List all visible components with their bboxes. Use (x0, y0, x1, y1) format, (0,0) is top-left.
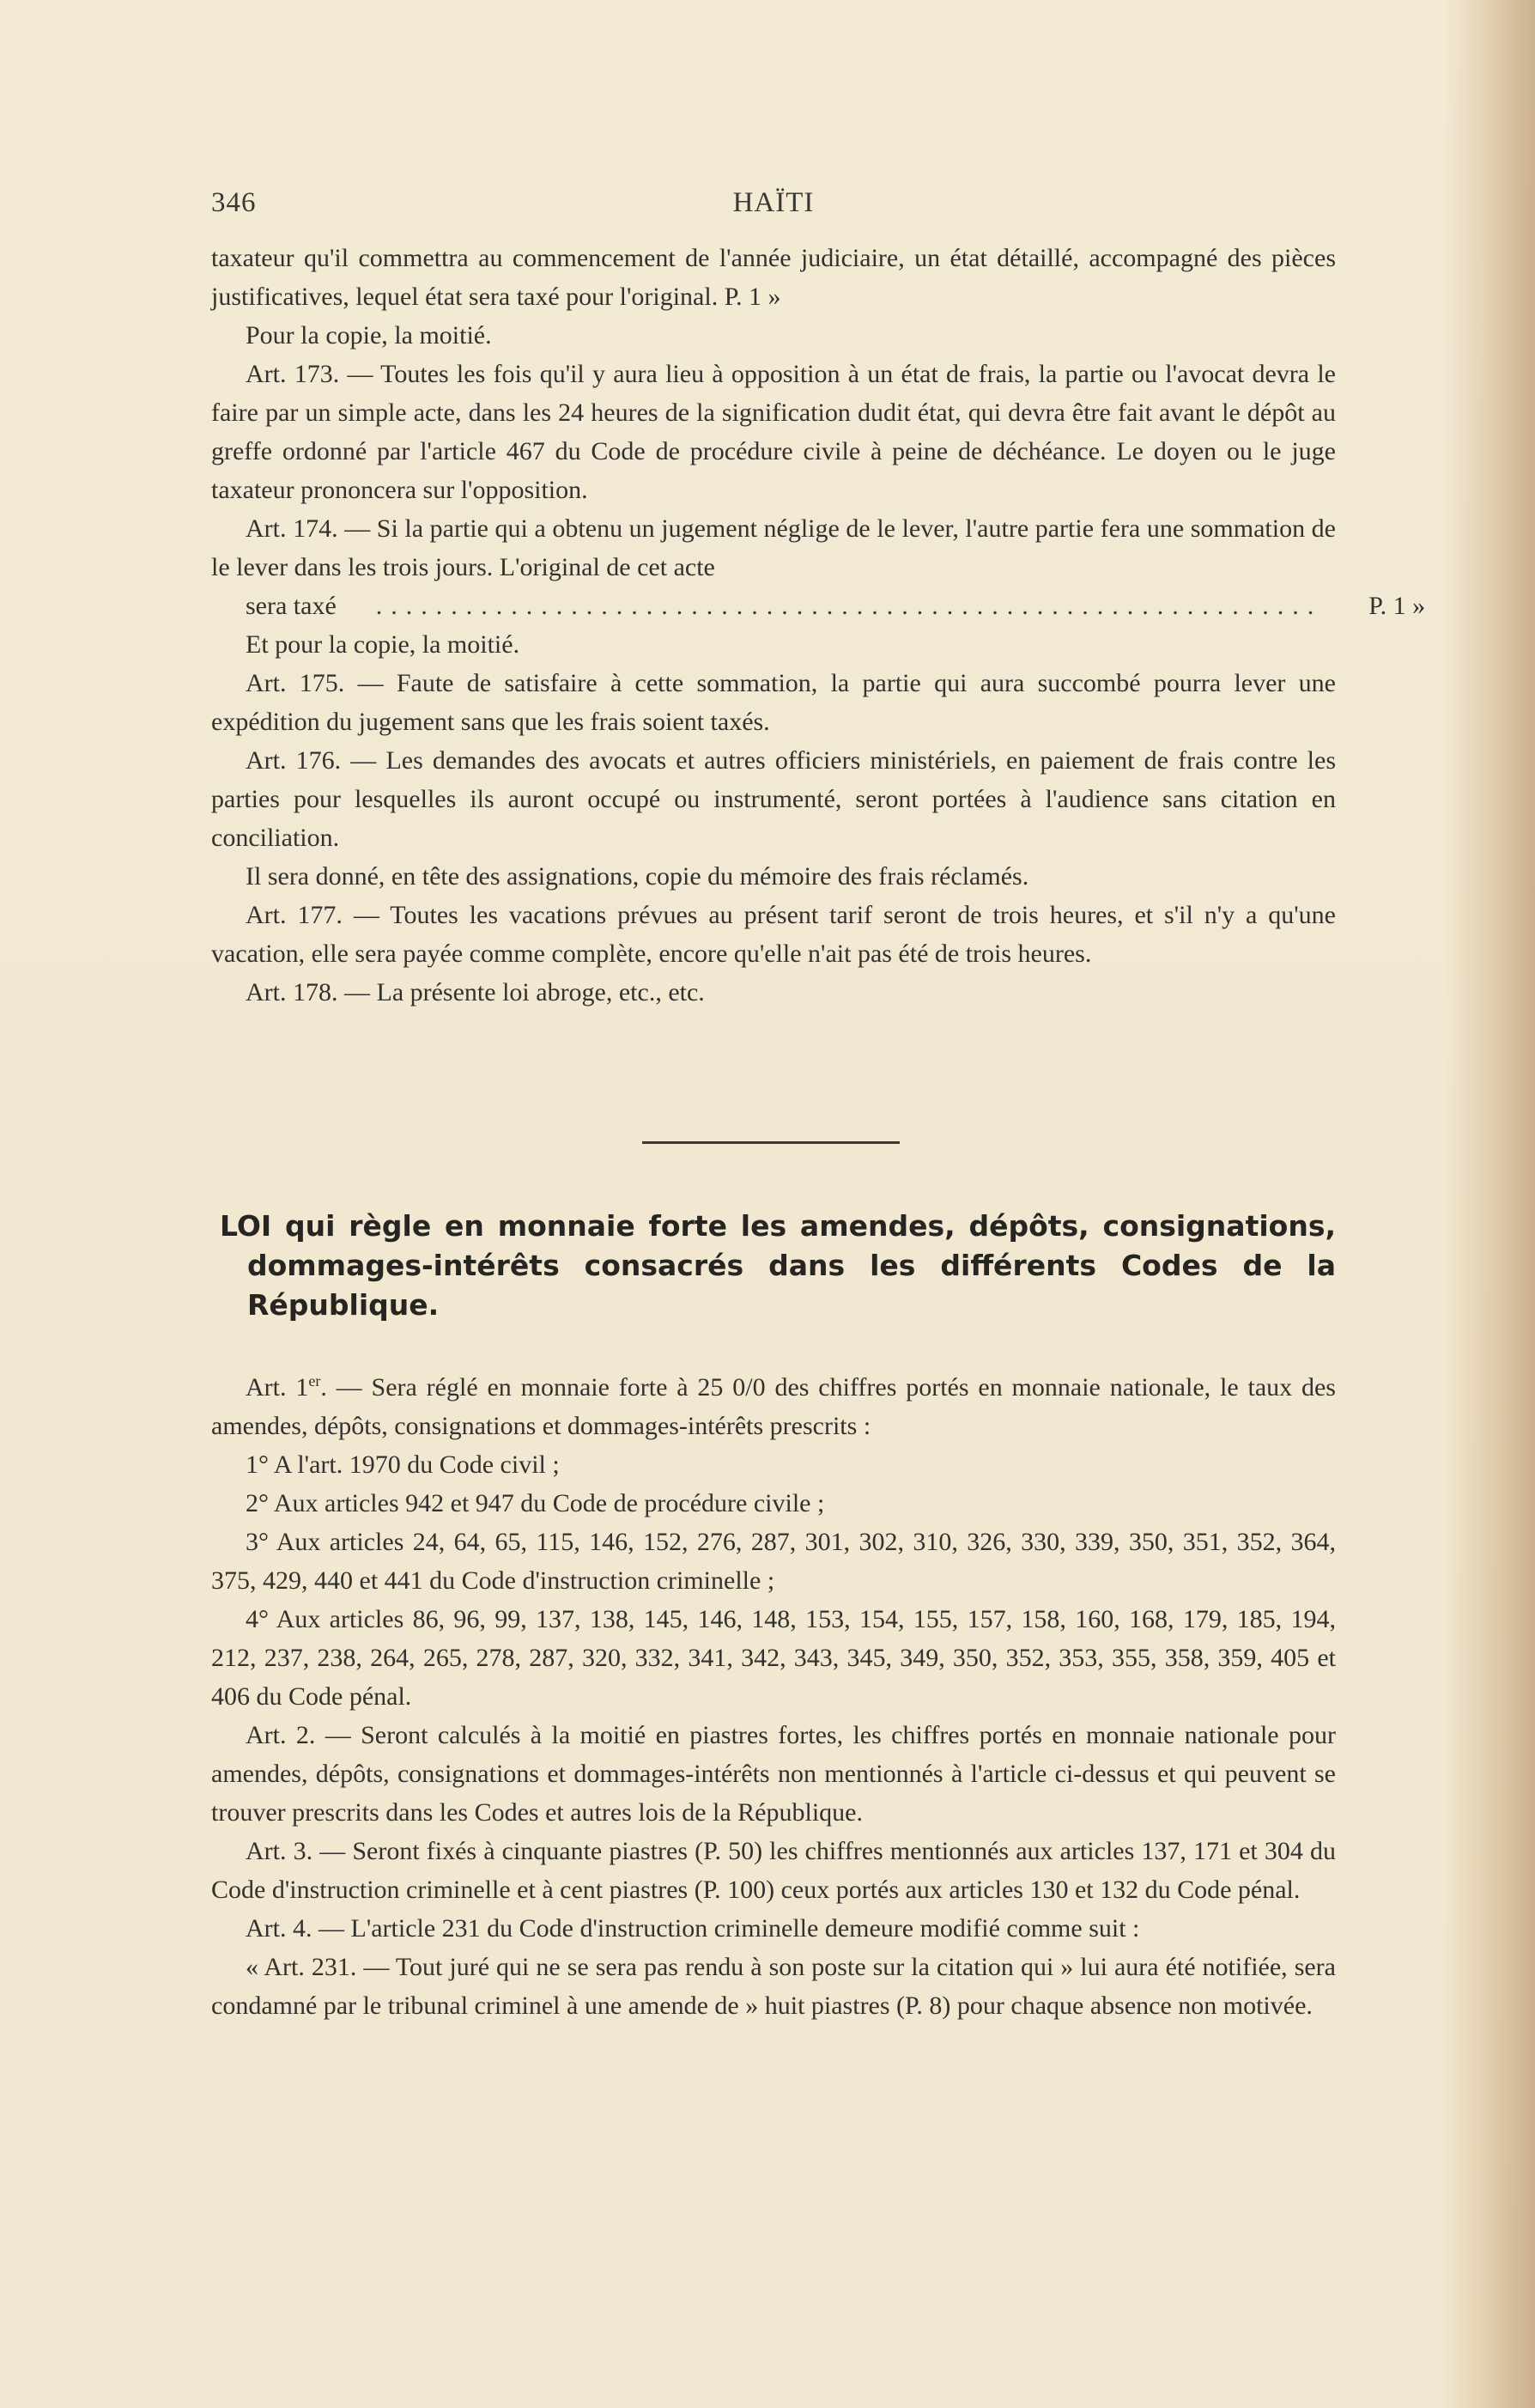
paragraph-assignations: Il sera donné, en tête des assignations, copie du mémoire des frais réclamés. (246, 862, 1029, 891)
paragraph-art1 (211, 1368, 1336, 1445)
page-header (211, 187, 1336, 222)
law-title: LOI qui règle en monnaie forte les amendes, dépôts, consignations, dommages-intérêts consacrés dans les différents Codes de la République. (220, 1209, 1336, 1322)
tarif-continuation (211, 239, 1426, 1012)
dot-leader: ............................................................... (375, 592, 1323, 620)
paragraph-art2: Art. 2. — Seront calculés à la moitié en piastres fortes, les chiffres portés en monnaie nationale pour amendes, dépôts, consignations et dommages-intérêts non mentionnés à l'article ci-dessus et qui peuvent se trouver prescrits dans les Codes et autres lois de la République. (211, 1721, 1336, 1827)
paragraph-art3: Art. 3. — Seront fixés à cinquante piastres (P. 50) les chiffres mentionnés aux articles 137, 171 et 304 du Code d'instruction criminelle et à cent piastres (P. 100) ceux portés aux articles 130 et 132 du Code pénal. (211, 1837, 1336, 1904)
fee-label: sera taxé (246, 592, 337, 620)
list-item-procedure-civile: 2° Aux articles 942 et 947 du Code de procédure civile ; (246, 1489, 825, 1517)
paragraph-art173: Art. 173. — Toutes les fois qu'il y aura lieu à opposition à un état de frais, la partie ou l'avocat devra le faire par un simple acte, dans les 24 heures de la signification dudit état, qui devra être fait avant le dépôt au greffe ordonné par l'article 467 du Code de procédure civile à peine de déchéance. Le doyen ou le juge taxateur prononcera sur l'opposition. (211, 360, 1336, 504)
list-item-code-penal: 4° Aux articles 86, 96, 99, 137, 138, 145, 146, 148, 153, 154, 155, 157, 158, 160, 168, 179, 185, 194, 212, 237, 238, 264, 265, 278, 287, 320, 332, 341, 342, 343, 345, 349, 350, 352, 353, 355, 358, 359, 405 et 406 du Code pénal. (211, 1605, 1336, 1711)
art1-superscript: er (308, 1372, 321, 1389)
paragraph-art178: Art. 178. — La présente loi abroge, etc., etc. (246, 978, 705, 1006)
paragraph-copy-half-2: Et pour la copie, la moitié. (246, 630, 520, 659)
list-item-instruction-criminelle: 3° Aux articles 24, 64, 65, 115, 146, 152, 276, 287, 301, 302, 310, 326, 330, 339, 350, 351, 352, 364, 375, 429, 440 et 441 du Code d'instruction criminelle ; (211, 1528, 1336, 1595)
paragraph-art174: Art. 174. — Si la partie qui a obtenu un jugement néglige de le lever, l'autre partie fera une sommation de le lever dans les trois jours. L'original de cet acte (211, 514, 1336, 581)
section-divider (642, 1141, 900, 1144)
running-title: HAÏTI (732, 187, 815, 218)
fee-amount: P. 1 » (1368, 592, 1426, 620)
paragraph-copy-half-1: Pour la copie, la moitié. (246, 321, 492, 350)
page-number: 346 (211, 187, 257, 218)
art1-prefix: Art. 1 (246, 1373, 309, 1402)
fee-line-taxe (211, 587, 1426, 625)
art1-text: . — Sera réglé en monnaie forte à 25 0/0 des chiffres portés en monnaie nationale, le taux des amendes, dépôts, consignations et dommages-intérêts prescrits : (211, 1373, 1336, 1440)
paragraph-art4: Art. 4. — L'article 231 du Code d'instruction criminelle demeure modifié comme suit : (246, 1914, 1140, 1943)
paragraph-art172-end: taxateur qu'il commettra au commencement de l'année judiciaire, un état détaillé, accompagné des pièces justificatives, lequel état sera taxé pour l'original. P. 1 » (211, 244, 1336, 311)
law-body (211, 1368, 1336, 2025)
paragraph-art175: Art. 175. — Faute de satisfaire à cette sommation, la partie qui aura succombé pourra lever une expédition du jugement sans que les frais soient taxés. (211, 669, 1336, 736)
paragraph-art177: Art. 177. — Toutes les vacations prévues au présent tarif seront de trois heures, et s'il n'y a qu'une vacation, elle sera payée comme complète, encore qu'elle n'ait pas été de trois heures. (211, 901, 1336, 968)
quoted-art231: « Art. 231. — Tout juré qui ne se sera pas rendu à son poste sur la citation qui » lui aura été notifiée, sera condamné par le tribunal criminel à une amende de » huit piastres (P. 8) pour chaque absence non motivée. (211, 1953, 1336, 2020)
paragraph-art176: Art. 176. — Les demandes des avocats et autres officiers ministériels, en paiement de frais contre les parties pour lesquelles ils auront occupé ou instrumenté, seront portées à l'audience sans citation en conciliation. (211, 746, 1336, 852)
list-item-code-civil: 1° A l'art. 1970 du Code civil ; (246, 1450, 560, 1479)
